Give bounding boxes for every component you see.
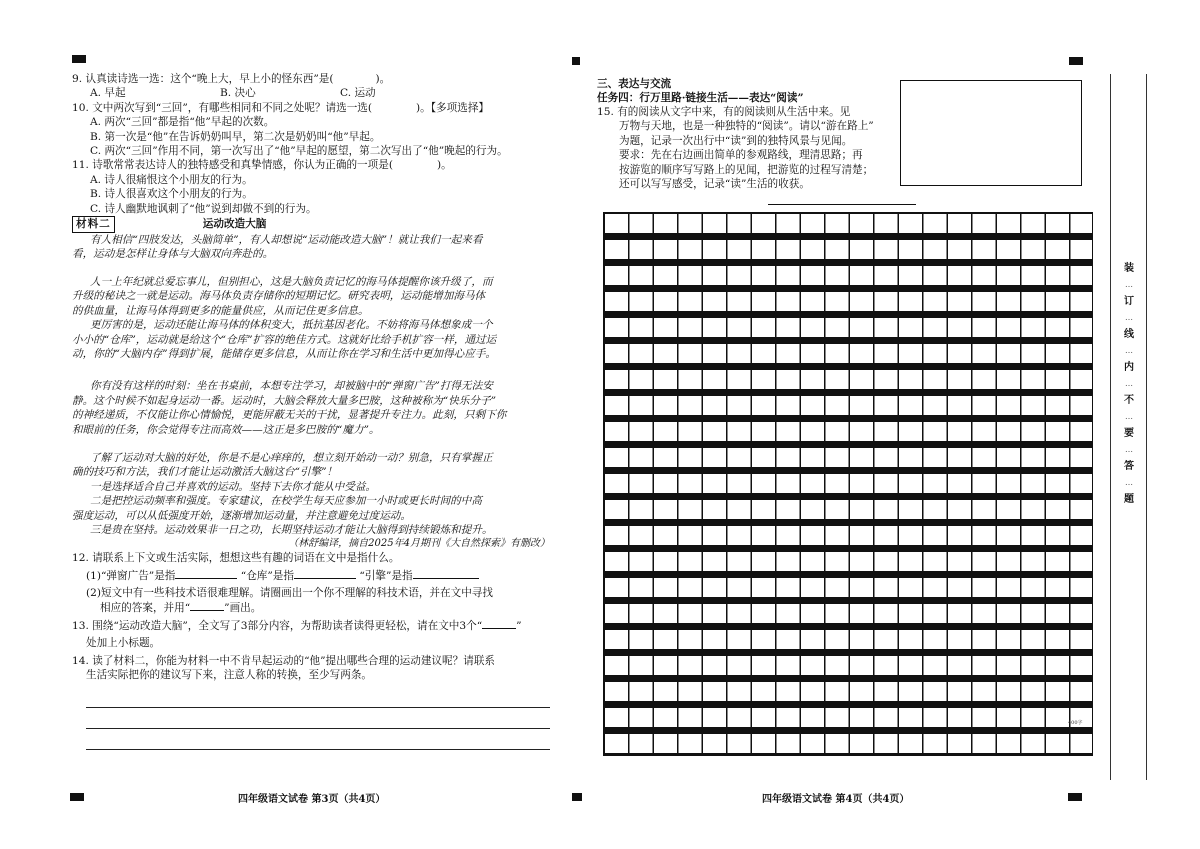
registration-mark — [70, 793, 84, 801]
answer-blank[interactable] — [175, 568, 237, 579]
essay-title-line[interactable] — [768, 204, 916, 205]
question-10-option-b: B. 第一次是“他”在告诉奶奶叫早，第二次是奶奶叫“他”早起。 — [90, 130, 381, 143]
question-11-option-b: B. 诗人很喜欢这个小朋友的行为。 — [90, 188, 253, 201]
option-a: A. 早起 — [90, 87, 126, 100]
article-intro: 有人相信“四肢发达，头脑简单”，有人却想说“运动能改造大脑”！就让我们一起来看 看，运动是怎样让身体与大脑双向奔赴的。 — [72, 234, 483, 261]
answer-line[interactable] — [86, 687, 550, 708]
task-title: 任务四：行万里路·链接生活——表达“阅读” — [597, 91, 804, 104]
registration-mark — [72, 55, 86, 63]
word-count-mark: 400字 — [1068, 720, 1083, 726]
answer-blank[interactable] — [482, 618, 516, 629]
question-10-option-a: A. 两次“三回”都是指“他”早起的次数。 — [90, 116, 275, 129]
underline-mark-blank — [190, 600, 224, 611]
registration-mark — [572, 793, 582, 801]
question-12-part-2: (2)短文中有一些科技术语很难理解。请圈画出一个你不理解的科技术语，并在文中寻找 — [86, 586, 493, 599]
binding-notice: 装 … 订 … 线 … 内 … 不 … 要 … 答 … 题 — [1124, 263, 1134, 505]
question-9: 9. 认真读诗选一选：这个“晚上大，早上小的怪东西”是( )。 — [72, 73, 391, 85]
article-paragraph-2: 你有没有这样的时刻：坐在书桌前，本想专注学习，却被脑中的“弹窗广告”打得无法安 静。这个时候不如起身运动一番。运动时，大脑会释放大量多巴胺，这种被称为“快乐分子” 的神经递质，不仅能让你心情愉悦，更能屏蔽无关的干扰，显著提升专注力。此刻，只剩下你 和眼前的任务，你会觉得专注而高效——这正是多巴胺的“魔力”。 — [72, 380, 507, 436]
answer-line[interactable] — [86, 729, 550, 750]
binding-rule — [1110, 74, 1111, 780]
article-paragraph-3: 了解了运动对大脑的好处，你是不是心痒痒的，想立刻开始动一动？别急，只有掌握正 确的技巧和方法，我们才能让运动激活大脑这台“引擎”！ 一是选择适合自己并喜欢的运动。坚持下去你才能从中受益。 二是把控运动频率和强度。专家建议，在校学生每天应参加一小时或更长时间的中高 强度运动，可以从低强度开始，逐渐增加运动量，并注意避免过度运动。 三是贵在坚持。运动效果非一日之功，长期坚持运动才能让大脑得到持续锻炼和提升。 — [72, 451, 493, 536]
question-11-option-a: A. 诗人很痛恨这个小朋友的行为。 — [90, 173, 253, 186]
essay-writing-grid[interactable] — [603, 212, 1093, 756]
route-sketch-box[interactable] — [900, 80, 1082, 186]
question-12: 12. 请联系上下文或生活实际，想想这些有趣的词语在文中是指什么。 — [72, 552, 400, 565]
article-paragraph-1: 人一上年纪就总爱忘事儿，但别担心，这是大脑负责记忆的海马体提醒你该升级了，而 升级的秘诀之一就是运动。海马体负责存储你的短期记忆。研究表明，运动能增加海马体 的供血量，让海马体得到更多的能量供应，从而记住更多信息。 更厉害的是，运动还能让海马体的体积变大，抵抗基因老化。不妨将海马体想象成一个 小小的“仓库”，运动就是给这个“仓库”扩容的绝佳方式。这就好比给手机扩容一样，通过运 动，你的“大脑内存”得到扩展，能储存更多信息，从而让你在学习和生活中更加得心应手。 — [72, 275, 497, 360]
question-12-part-1: (1)“弹窗广告”是指 “仓库”是指 “引擎”是指 — [72, 566, 558, 586]
registration-mark — [1069, 57, 1083, 65]
question-10: 10. 文中两次写到“三回”，有哪些相同和不同之处呢？请选一选( )。【多项选择】 — [72, 101, 490, 114]
registration-mark — [572, 57, 580, 65]
answer-blank[interactable] — [294, 568, 356, 579]
question-10-option-c: C. 两次“三回”作用不同，第一次写出了“他”早起的愿望，第二次写出了“他”晚起的行为。 — [90, 145, 508, 158]
page-footer-4: 四年级语文试卷 第4页（共4页） — [762, 794, 910, 805]
question-15: 15. 有的阅读从文字中来，有的阅读则从生活中来。见 万物与天地，也是一种独特的“阅读”。请以“游在路上” 为题，记录一次出行中“读”到的独特风景与见闻。 要求：先在右边画出简单的参观路线，理清思路；再 按游览的顺序写写路上的见闻，把游览的过程写清楚； 还可以写写感受，记录“读”生活的收获。 — [597, 106, 874, 191]
question-9-options — [72, 86, 558, 100]
option-b: B. 决心 — [220, 87, 256, 100]
material-title — [72, 216, 558, 233]
question-11: 11. 诗歌常常表达诗人的独特感受和真挚情感，你认为正确的一项是( )。 — [72, 159, 452, 172]
answer-line[interactable] — [86, 708, 550, 729]
question-13: 13. 围绕“运动改造大脑”，全文写了3部分内容，为帮助读者读得更轻松，请在文中3个“ ” — [72, 619, 522, 632]
question-14: 14. 读了材料二，你能为材料一中不肯早起运动的“他”提出哪些合理的运动建议呢？请联系 — [72, 655, 496, 667]
answer-blank[interactable] — [413, 568, 479, 579]
material-label: 材料二 — [72, 216, 115, 233]
page-footer-3: 四年级语文试卷 第3页（共4页） — [238, 794, 386, 805]
exam-page-3: 9. 认真读诗选一选：这个“晚上大，早上小的怪东西”是( )。 A. 早起 B. 决心 C. 运动 10. 文中两次写到“三回”，有哪些相同和不同之处呢？请选一选( )。【多项选择】 A. 两次“三回”都是指“他”早起的次数。 B. 第一次是“他”在告诉奶奶叫早，第二次是奶奶叫“他”早起。 C. 两次“三回”作用不同，第一次写出了“他”早起的愿望，第二次写出了“他”晚起的行为。 11. 诗歌常常表达诗人的独特感受和真挚情感，你认为正确的一项是( )。 A. 诗人很痛恨这个小朋友的行为。 B. 诗人很喜欢这个小朋友的行为。 C. 诗人幽默地讽刺了“他”说到却做不到的行为。 材料二 运动改造大脑 有人相信“四肢发达，头脑简单”，有人却想说“运动能改造大脑”！就让我们一起来看 看，运动是怎样让身体与大脑双向奔赴的。 人一上年纪就总爱忘事儿，但别担心，这是大脑负责记忆的海马体提醒你该升级了，而 升级的秘诀之一就是运动。海马体负责存储你的短期记忆。研究表明，运动能增加海马体 的供血量，让海马体得到更多的能量供应，从而记住更多信息。 更厉害的是，运动还能让海马体的体积变大，抵抗基因老化。不妨将海马体想象成一个 小小的“仓库”，运动就是给这个“仓库”扩容的绝佳方式。这就好比给手机扩容一样，通过运 动，你的“大脑内存”得到扩展，能储存更多信息，从而让你在学习和生活中更加得心应手。 你有没有这样的时刻：坐在书桌前，本想专注学习，却被脑中的“弹窗广告”打得无法安 静。这个时候不如起身运动一番。运动时，大脑会释放大量多巴胺，这种被称为“快乐分子” 的神经递质，不仅能让你心情愉悦，更能屏蔽无关的干扰，显著提升专注力。此刻，只剩下你 和眼前的任务，你会觉得专注而高效——这正是多巴胺的“魔力”。 了解了运动对大脑的好处，你是不是心痒痒的，想立刻开始动一动？别急，只有掌握正 确的技巧和方法，我们才能让运动激活大脑这台“引擎”！ 一是选择适合自己并喜欢的运动。坚持下去你才能从中受益。 二是把控运动频率和强度。专家建议，在校学生每天应参加一小时或更长时间的中高 强度运动，可以从低强度开始，逐渐增加运动量，并注意避免过度运动。 三是贵在坚持。运动效果非一日之功，长期坚持运动才能让大脑得到持续锻炼和提升。 （林舒编译，摘自2025年4月期刊《大自然探索》有删改） 12. 请联系上下文或生活实际，想想这些有趣的词语在文中是指什么。 (1)“弹窗广告”是指 “仓库”是指 “引擎”是指 (2)短文中有一些科技术语很难理解。请圈画出一个你不理解的科技术语，并在文中寻找 相应的答案，并用“ ”画出。 13. 围绕“运动改造大脑”，全文写了3部分内容，为帮助读者读得更轻松，请在文中3个“ ” 处加上小标题。 14. 读了材料二，你能为材料一中不肯早起运动的“他”提出哪些合理的运动建议呢？请联系 生活实际把你的建议写下来，注意人称的转换，至少写两条。 — [72, 72, 558, 750]
article-source: （林舒编译，摘自2025年4月期刊《大自然探索》有删改） — [288, 538, 550, 550]
binding-rule — [1146, 74, 1147, 780]
question-11-option-c: C. 诗人幽默地讽刺了“他”说到却做不到的行为。 — [90, 202, 317, 215]
article-heading: 运动改造大脑 — [202, 218, 267, 231]
section-title: 三、表达与交流 — [597, 78, 672, 90]
option-c: C. 运动 — [340, 87, 376, 100]
registration-mark — [1068, 793, 1082, 801]
